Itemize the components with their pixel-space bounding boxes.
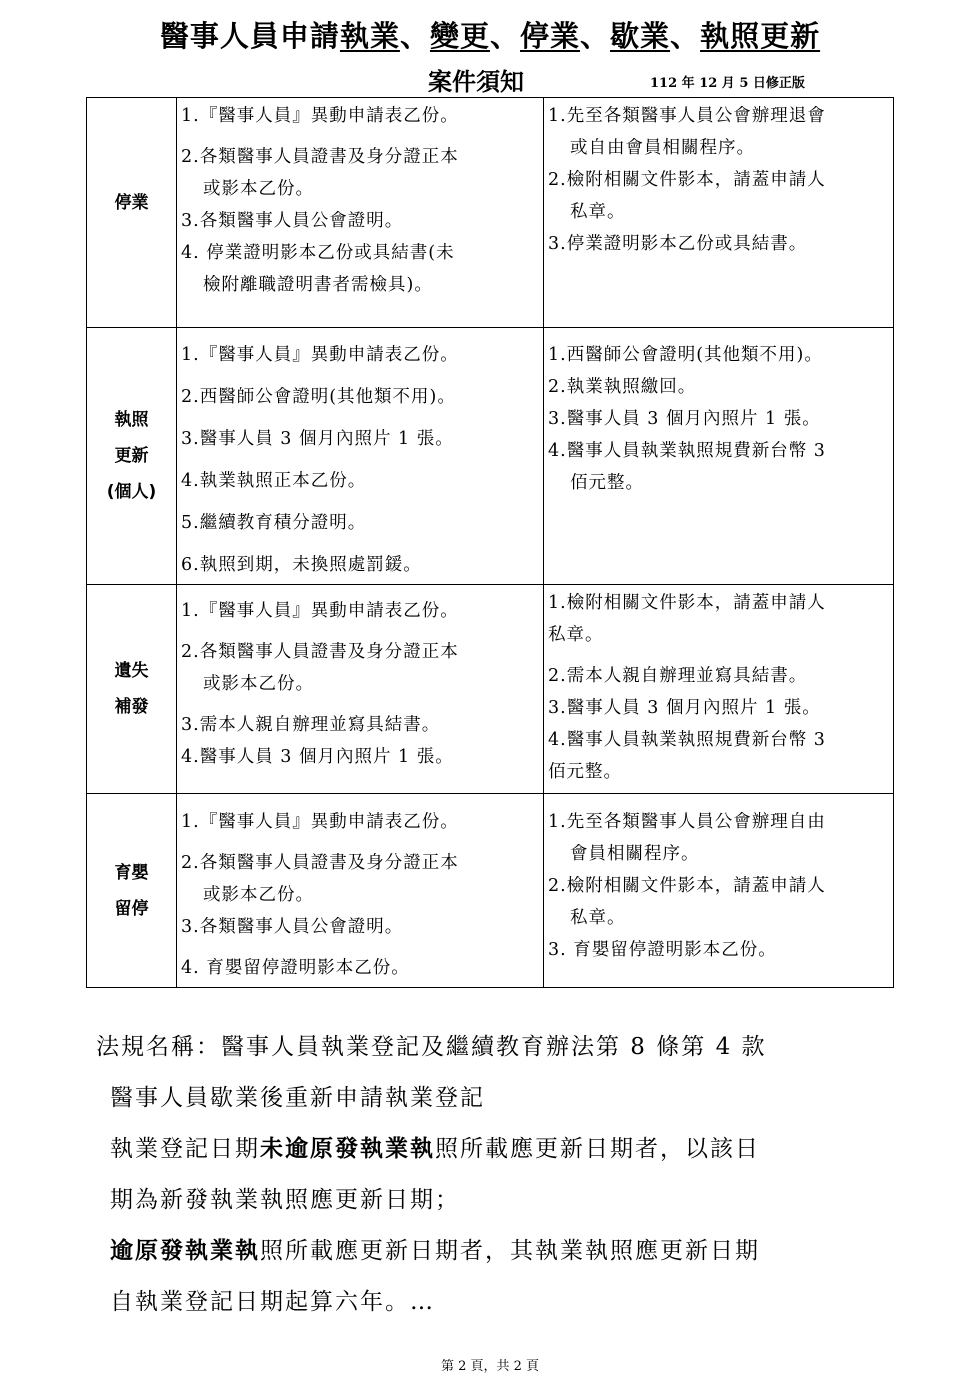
title-change: 變更 — [429, 19, 490, 53]
list-item: 1.『醫事人員』異動申請表乙份。 — [181, 601, 459, 621]
list-item: 3.醫事人員 3 個月內照片 1 張。 — [548, 698, 821, 718]
category-label: 停業 — [114, 192, 149, 213]
title-sep-1: 、 — [399, 19, 430, 53]
list-item: 2.西醫師公會證明(其他類不用)。 — [181, 387, 456, 407]
list-item: 1.先至各類醫事人員公會辦理自由 會員相關程序。 — [548, 812, 826, 864]
regulation-line: 執業登記日期未逾原發執業執照所載應更新日期者，以該日 — [110, 1136, 760, 1162]
title-practice: 執業 — [339, 19, 400, 53]
list-item: 4.醫事人員 3 個月內照片 1 張。 — [181, 747, 454, 767]
list-item: 2.各類醫事人員證書及身分證正本 或影本乙份。 — [181, 147, 459, 199]
list-item: 2.需本人親自辦理並寫具結書。 — [548, 666, 808, 686]
category-label: 遺失 — [114, 661, 149, 681]
requirements-table — [86, 97, 894, 988]
requirements-cell — [177, 328, 544, 585]
requirements-cell — [177, 585, 544, 794]
title-suspend: 停業 — [520, 19, 581, 53]
list-item: 3.各類醫事人員公會證明。 — [181, 211, 404, 231]
notes-cell — [544, 328, 894, 585]
list-item: 2.檢附相關文件影本，請蓋申請人 私章。 — [548, 876, 826, 928]
list-item: 4.執業執照正本乙份。 — [181, 471, 367, 491]
requirements-cell — [177, 98, 544, 328]
list-item: 2.各類醫事人員證書及身分證正本 或影本乙份。 — [181, 642, 459, 694]
list-item: 4. 停業證明影本乙份或具結書(未 檢附離職證明書者需檢具)。 — [181, 243, 455, 295]
list-item: 4. 育嬰留停證明影本乙份。 — [181, 958, 410, 978]
regulation-text — [96, 1022, 767, 1328]
category-label: 育嬰 — [114, 862, 149, 883]
category-cell — [87, 328, 177, 585]
list-item: 2.執業執照繳回。 — [548, 377, 697, 397]
category-label: 執照 — [114, 410, 149, 430]
list-item: 1.『醫事人員』異動申請表乙份。 — [181, 812, 459, 832]
page-number: 第 2 頁，共 2 頁 — [440, 1359, 540, 1374]
list-item: 1.西醫師公會證明(其他類不用)。 — [548, 345, 823, 365]
list-item: 2.檢附相關文件影本，請蓋申請人 私章。 — [548, 170, 826, 222]
list-item: 1.檢附相關文件影本，請蓋申請人 私章。 — [548, 593, 826, 645]
subtitle: 案件須知 — [428, 68, 524, 96]
version-date: 112 年 12 月 5 日修正版 — [650, 76, 805, 91]
regulation-line: 自執業登記日期起算六年。… — [110, 1289, 435, 1315]
list-item: 3.需本人親自辦理並寫具結書。 — [181, 715, 441, 735]
list-item: 4.醫事人員執業執照規費新台幣 3 佰元整。 — [548, 730, 826, 782]
requirements-cell — [177, 794, 544, 988]
category-cell — [87, 98, 177, 328]
list-item: 3.停業證明影本乙份或具結書。 — [548, 234, 808, 254]
list-item: 2.各類醫事人員證書及身分證正本 或影本乙份。 — [181, 853, 459, 905]
category-cell — [87, 585, 177, 794]
page-title — [0, 14, 980, 55]
title-sep-2: 、 — [489, 19, 520, 53]
title-renew: 執照更新 — [700, 19, 821, 53]
list-item: 3. 育嬰留停證明影本乙份。 — [548, 940, 777, 960]
regulation-line: 法規名稱：醫事人員執業登記及繼續教育辦法第 8 條第 4 款 — [96, 1034, 767, 1060]
list-item: 3.各類醫事人員公會證明。 — [181, 917, 404, 937]
notes-cell — [544, 794, 894, 988]
table-row — [87, 328, 894, 585]
list-item: 3.醫事人員 3 個月內照片 1 張。 — [181, 429, 454, 449]
regulation-line: 期為新發執業執照應更新日期； — [110, 1187, 460, 1213]
list-item: 5.繼續教育積分證明。 — [181, 513, 367, 533]
list-item: 4.醫事人員執業執照規費新台幣 3 佰元整。 — [548, 441, 826, 493]
list-item: 1.『醫事人員』異動申請表乙份。 — [181, 106, 459, 126]
regulation-line: 醫事人員歇業後重新申請執業登記 — [110, 1085, 485, 1111]
notes-cell — [544, 98, 894, 328]
regulation-line: 逾原發執業執照所載應更新日期者，其執業執照應更新日期 — [110, 1238, 760, 1264]
list-item: 6.執照到期，未換照處罰鍰。 — [181, 555, 422, 575]
title-prefix: 醫事人員申請 — [159, 19, 340, 53]
table-row — [87, 794, 894, 988]
title-close: 歇業 — [610, 19, 671, 53]
title-sep-4: 、 — [670, 19, 701, 53]
table-row — [87, 98, 894, 328]
category-label: (個人) — [106, 482, 157, 502]
list-item: 1.先至各類醫事人員公會辦理退會 或自由會員相關程序。 — [548, 106, 826, 158]
category-cell — [87, 794, 177, 988]
notes-cell — [544, 585, 894, 794]
category-label: 更新 — [114, 446, 149, 466]
table-row — [87, 585, 894, 794]
category-label: 留停 — [114, 898, 149, 919]
category-label: 補發 — [114, 697, 149, 717]
title-sep-3: 、 — [580, 19, 611, 53]
list-item: 3.醫事人員 3 個月內照片 1 張。 — [548, 409, 821, 429]
list-item: 1.『醫事人員』異動申請表乙份。 — [181, 345, 459, 365]
